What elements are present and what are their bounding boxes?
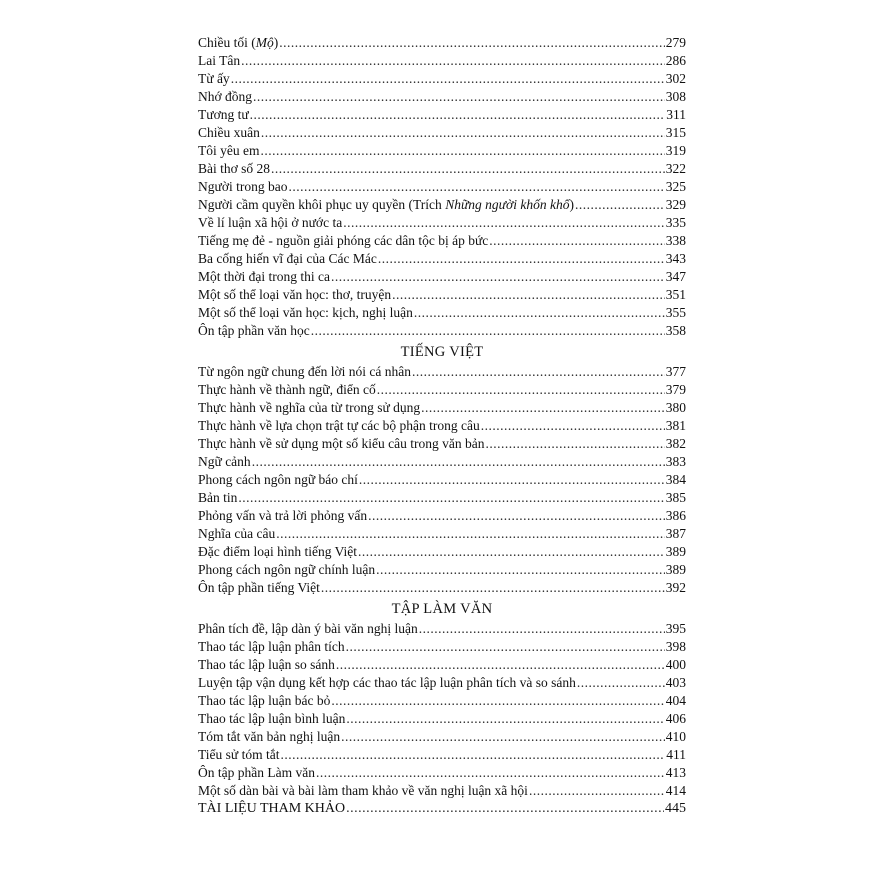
toc-entry (198, 286, 686, 304)
toc-entry-page-number: 355 (665, 305, 686, 320)
toc-entry (198, 196, 686, 214)
dot-leader (311, 322, 665, 340)
dot-leader (481, 417, 665, 435)
toc-entry (198, 232, 686, 250)
dot-leader (253, 88, 665, 106)
dot-leader (489, 232, 665, 250)
section-heading: TIẾNG VIỆT (400, 344, 484, 360)
toc-entry-title-text: Thao tác lập luận so sánh (198, 657, 335, 672)
toc-entry (198, 435, 686, 453)
toc-entry-page-number: 383 (665, 454, 686, 469)
toc-entry (198, 453, 686, 471)
toc-entry-title (198, 52, 240, 70)
dot-leader (378, 250, 665, 268)
toc-entry-title-text: Thao tác lập luận bình luận (198, 711, 346, 726)
toc-entry-page-number: 382 (665, 436, 686, 451)
toc-entry-title (198, 561, 375, 579)
toc-entry-page-number: 315 (665, 125, 686, 140)
toc-entry-page-number: 347 (665, 269, 686, 284)
dot-leader (280, 746, 665, 764)
toc-entry-title-text: Một số dàn bài và bài làm tham khảo về văn nghị luận xã hội (198, 783, 528, 798)
toc-entry-title-text: Ôn tập phần Làm văn (198, 765, 315, 780)
toc-entry-title (198, 692, 330, 710)
toc-entry-page-number: 377 (665, 364, 686, 379)
toc-entry-title-text: Phân tích đề, lập dàn ý bài văn nghị luận (198, 621, 418, 636)
dot-leader (392, 286, 665, 304)
toc-entry-page-number: 379 (665, 382, 686, 397)
toc-entry-title-text: Một thời đại trong thi ca (198, 269, 330, 284)
toc-entry-page-number: 403 (665, 675, 686, 690)
dot-leader (276, 525, 665, 543)
toc-entry-title-text: Nghĩa của câu (198, 526, 276, 541)
dot-leader (261, 124, 665, 142)
dot-leader (238, 489, 664, 507)
toc-entry-title (198, 656, 335, 674)
dot-leader (260, 142, 664, 160)
toc-entry (198, 34, 686, 52)
dot-leader (529, 782, 665, 800)
dot-leader (279, 34, 665, 52)
dot-leader (331, 268, 665, 286)
toc-entry-page-number: 358 (665, 323, 686, 338)
toc-entry (198, 800, 686, 818)
toc-entry-page-number: 386 (665, 508, 686, 523)
toc-entry (198, 52, 686, 70)
toc-entry (198, 728, 686, 746)
toc-entry-page-number: 381 (665, 418, 686, 433)
toc-entry-page-number: 398 (665, 639, 686, 654)
toc-entry-page-number: 410 (665, 729, 686, 744)
toc-entry-title (198, 268, 330, 286)
toc-entry-page-number: 389 (665, 544, 686, 559)
dot-leader (346, 800, 664, 818)
dot-leader (336, 656, 665, 674)
toc-entry (198, 764, 686, 782)
dot-leader (414, 304, 665, 322)
toc-entry-title-text: Thực hành về nghĩa của từ trong sử dụng (198, 400, 421, 415)
toc-entry-page-number: 385 (665, 490, 686, 505)
dot-leader (271, 160, 665, 178)
toc-entry-title-text: Thực hành về sử dụng một số kiểu câu trong văn bản (198, 436, 485, 451)
dot-leader (288, 178, 664, 196)
toc-entry-title-text: Tôi yêu em (198, 143, 260, 158)
dot-leader (343, 214, 665, 232)
toc-entry-page-number: 325 (665, 179, 686, 194)
toc-entry-page-number: 311 (666, 107, 686, 122)
toc-entry-title-text: Thao tác lập luận bác bỏ (198, 693, 331, 708)
toc-entry-title (198, 800, 345, 818)
toc-entry-title (198, 34, 278, 52)
toc-entry-title-text: Thực hành về lựa chọn trật tự các bộ phận trong câu (198, 418, 480, 433)
toc-entry-page-number: 319 (665, 143, 686, 158)
toc-entry-page-number: 411 (666, 747, 686, 762)
toc-entry-title-text: Ôn tập phần tiếng Việt (198, 580, 320, 595)
toc-entry-page-number: 335 (665, 215, 686, 230)
toc-entry-title (198, 196, 574, 214)
toc-entry-page-number: 400 (665, 657, 686, 672)
dot-leader (368, 507, 665, 525)
toc-entry-title (198, 507, 367, 525)
toc-entry-title-italic: Mộ (255, 35, 274, 50)
dot-leader (421, 399, 665, 417)
dot-leader (346, 638, 665, 656)
toc-entry (198, 692, 686, 710)
dot-leader (231, 70, 665, 88)
toc-entry-title (198, 124, 260, 142)
dot-leader (252, 453, 665, 471)
toc-entry-title-text: Về lí luận xã hội ở nước ta (198, 215, 343, 230)
toc-entry-title-text: Tóm tắt văn bản nghị luận (198, 729, 341, 744)
toc-entry-title (198, 579, 320, 597)
toc-entry-page-number: 351 (665, 287, 686, 302)
toc-entry-title-text: Một số thể loại văn học: kịch, nghị luận (198, 305, 413, 320)
toc-entry-page-number: 414 (665, 783, 686, 798)
toc-entry-title (198, 638, 345, 656)
dot-leader (250, 106, 666, 124)
toc-entry (198, 363, 686, 381)
dot-leader (376, 561, 665, 579)
toc-entry-title-suffix: ) (273, 35, 279, 50)
toc-entry (198, 525, 686, 543)
toc-entry-title (198, 178, 287, 196)
dot-leader (321, 579, 665, 597)
toc-entry-title (198, 620, 418, 638)
toc-entry-title (198, 363, 411, 381)
toc-entry-title (198, 304, 413, 322)
toc-entry (198, 214, 686, 232)
toc-entry-page-number: 343 (665, 251, 686, 266)
toc-entry-title-text: Bản tin (198, 490, 238, 505)
toc-entry-title-suffix: ) (569, 197, 574, 212)
toc-entry-title (198, 232, 488, 250)
dot-leader (346, 710, 664, 728)
dot-leader (241, 52, 665, 70)
toc-entry-title-text: Tương tư (198, 107, 249, 122)
toc-entry-title-text: Luyện tập vận dụng kết hợp các thao tác lập luận phân tích và so sánh (198, 675, 576, 690)
toc-entry (198, 322, 686, 340)
toc-entry-title-text: Bài thơ số 28 (198, 161, 271, 176)
toc-entry-title-text: Từ ngôn ngữ chung đến lời nói cá nhân (198, 364, 411, 379)
toc-entry (198, 304, 686, 322)
toc-entry-title (198, 453, 251, 471)
toc-entry-title-text: Chiều xuân (198, 125, 260, 140)
toc-entry-title (198, 746, 279, 764)
toc-entry (198, 160, 686, 178)
toc-entry-page-number: 389 (665, 562, 686, 577)
toc-entry-title (198, 489, 237, 507)
toc-entry-title-text: Phỏng vấn và trả lời phỏng vấn (198, 508, 368, 523)
toc-entry-title-text: Đặc điểm loại hình tiếng Việt (198, 544, 358, 559)
toc-entry-page-number: 413 (665, 765, 686, 780)
toc-entry (198, 674, 686, 692)
toc-entry-page-number: 392 (665, 580, 686, 595)
toc-entry-page-number: 308 (665, 89, 686, 104)
toc-entry (198, 268, 686, 286)
toc-entry-page-number: 279 (665, 35, 686, 50)
toc-entry-title (198, 399, 420, 417)
toc-entry-title-text: Lai Tân (198, 53, 241, 68)
toc-entry-title-text: Tiểu sử tóm tắt (198, 747, 280, 762)
toc-entry (198, 124, 686, 142)
toc-entry-page-number: 387 (665, 526, 686, 541)
dot-leader (575, 196, 665, 214)
toc-entry (198, 381, 686, 399)
toc-entry-title (198, 70, 230, 88)
toc-entry (198, 543, 686, 561)
toc-entry-title (198, 728, 340, 746)
dot-leader (577, 674, 665, 692)
toc-entry (198, 579, 686, 597)
toc-entry-title-text: Một số thể loại văn học: thơ, truyện (198, 287, 392, 302)
toc-entry (198, 142, 686, 160)
toc-entry-page-number: 445 (665, 801, 686, 816)
toc-entry-title (198, 106, 249, 124)
dot-leader (316, 764, 665, 782)
toc-entry-title-text: Từ ấy (198, 71, 230, 86)
toc-entry-title (198, 543, 357, 561)
toc-entry-page-number: 338 (665, 233, 686, 248)
dot-leader (341, 728, 665, 746)
toc-entry (198, 70, 686, 88)
toc-entry-page-number: 322 (665, 161, 686, 176)
toc-entry (198, 746, 686, 764)
toc-entry-title (198, 782, 528, 800)
toc-entry-title-text: Người cầm quyền khôi phục uy quyền (Trích (198, 197, 446, 212)
toc-entry-title (198, 435, 484, 453)
toc-entry-title-text: Ba cống hiến vĩ đại của Các Mác (198, 251, 377, 266)
dot-leader (412, 363, 665, 381)
toc-entry-title-text: Ôn tập phần văn học (198, 323, 310, 338)
toc-entry-title-text: Thao tác lập luận phân tích (198, 639, 345, 654)
toc-entry-title (198, 471, 358, 489)
toc-entry-page-number: 286 (665, 53, 686, 68)
toc-entry (198, 656, 686, 674)
toc-entry (198, 88, 686, 106)
toc-entry (198, 620, 686, 638)
toc-entry-page-number: 395 (665, 621, 686, 636)
toc-entry-title (198, 764, 315, 782)
dot-leader (331, 692, 664, 710)
dot-leader (359, 471, 665, 489)
toc-entry (198, 399, 686, 417)
toc-entry (198, 250, 686, 268)
toc-entry-title (198, 322, 310, 340)
toc-entry-title (198, 286, 391, 304)
toc-entry-page-number: 329 (665, 197, 686, 212)
toc-entry-title-text: Phong cách ngôn ngữ báo chí (198, 472, 358, 487)
toc-entry-title (198, 250, 377, 268)
toc-entry-title (198, 417, 480, 435)
toc-entry-title (198, 674, 576, 692)
toc-entry-title-text: Ngữ cảnh (198, 454, 251, 469)
toc-entry-title (198, 381, 376, 399)
toc-entry (198, 561, 686, 579)
toc-entry-title (198, 214, 342, 232)
toc-entry-title-text: Người trong bao (198, 179, 288, 194)
dot-leader (377, 381, 665, 399)
dot-leader (419, 620, 665, 638)
table-of-contents (198, 34, 686, 818)
toc-entry (198, 638, 686, 656)
toc-entry (198, 782, 686, 800)
toc-entry-title-text: Tiếng mẹ đẻ - nguồn giải phóng các dân tộc bị áp bức (198, 233, 489, 248)
toc-entry-title (198, 525, 275, 543)
toc-entry-page-number: 406 (665, 711, 686, 726)
toc-entry-page-number: 384 (665, 472, 686, 487)
toc-entry (198, 507, 686, 525)
toc-entry-title (198, 710, 345, 728)
dot-leader (485, 435, 664, 453)
toc-entry-title-text: Chiều tối ( (198, 35, 256, 50)
section-heading: TẬP LÀM VĂN (391, 601, 493, 617)
toc-entry-title-italic: Những người khốn khổ (445, 197, 570, 212)
toc-entry-page-number: 380 (665, 400, 686, 415)
toc-entry-page-number: 404 (665, 693, 686, 708)
toc-entry-title-text: Nhớ đồng (198, 89, 253, 104)
toc-entry (198, 417, 686, 435)
dot-leader (358, 543, 665, 561)
toc-entry (198, 178, 686, 196)
toc-entry-title-text: Thực hành về thành ngữ, điển cố (198, 382, 376, 397)
toc-entry-title (198, 142, 259, 160)
toc-entry (198, 489, 686, 507)
toc-entry-title (198, 88, 252, 106)
toc-entry-title-text: Phong cách ngôn ngữ chính luận (198, 562, 376, 577)
toc-entry-title-text: TÀI LIỆU THAM KHẢO (198, 801, 346, 816)
toc-entry-page-number: 302 (665, 71, 686, 86)
toc-entry (198, 471, 686, 489)
toc-entry (198, 106, 686, 124)
toc-entry (198, 710, 686, 728)
toc-entry-title (198, 160, 270, 178)
